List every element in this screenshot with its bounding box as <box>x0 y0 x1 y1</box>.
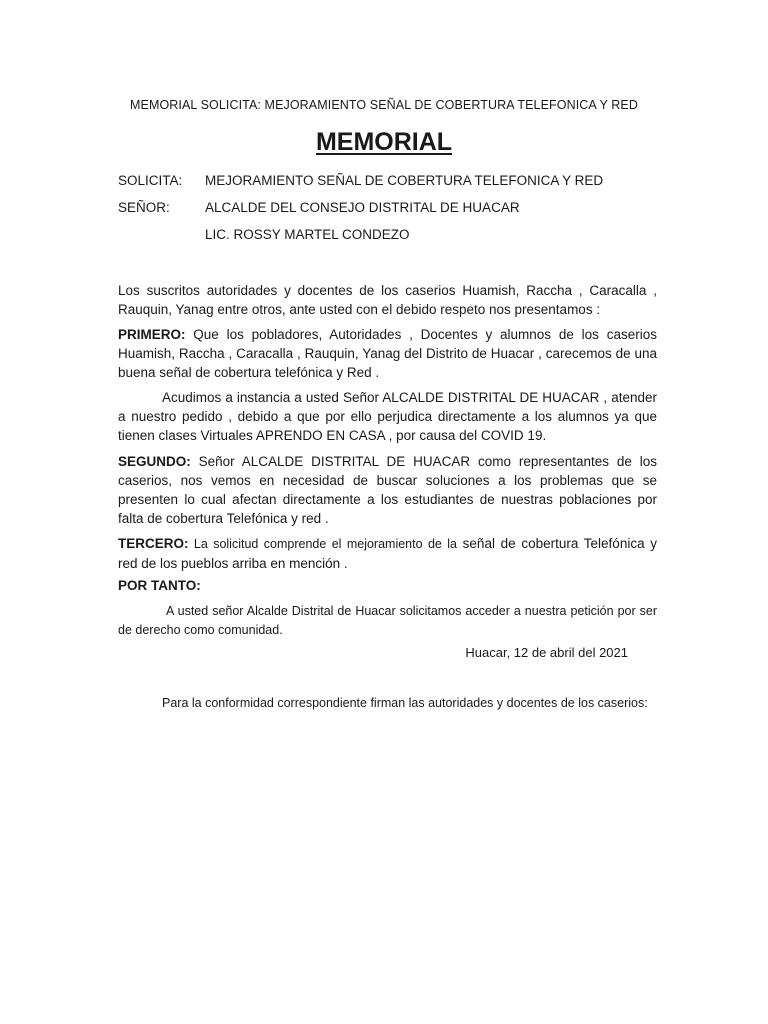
tercero-text-b: señal de cobertura Telefónica y red de los pueblos arriba en mención . <box>118 536 658 571</box>
primero-label: PRIMERO: <box>118 327 186 342</box>
intro-paragraph: Los suscritos autoridades y docentes de los caserios Huamish, Raccha , Caracalla , Rauquin, Yanag entre otros, ante usted con el debido respeto nos presentamos : <box>118 283 657 317</box>
solicitamos-paragraph: A usted señor Alcalde Distrital de Huacar solicitamos acceder a nuestra petición por ser de derecho como comunidad. <box>118 604 657 637</box>
solicita-row <box>118 173 658 191</box>
page-title: MEMORIAL <box>315 128 453 156</box>
primero-text: Que los pobladores, Autoridades , Docentes y alumnos de los caserios Huamish, Raccha , Caracalla , Rauquin, Yanag del Distrito de Huacar , carecemos de una buena señal de cobertura telefónica y Red . <box>118 327 657 380</box>
senor-label: SEÑOR: <box>118 200 170 215</box>
tercero-paragraph <box>118 534 657 573</box>
acudimos-paragraph: Acudimos a instancia a usted Señor ALCALDE DISTRITAL DE HUACAR , atender a nuestro pedido , debido a que por ello perjudica directamente a los alumnos ya que tienen clases Virtuales APRENDO EN CASA , por causa del COVID 19. <box>118 390 657 443</box>
senor-name: LIC. ROSSY MARTEL CONDEZO <box>205 227 410 242</box>
header-line: MEMORIAL SOLICITA: MEJORAMIENTO SEÑAL DE COBERTURA TELEFONICA Y RED <box>130 98 638 112</box>
segundo-text: Señor ALCALDE DISTRITAL DE HUACAR como representantes de los caserios, nos vemos en necesidad de buscar soluciones a los problemas que se presenten lo cual afectan directamente a los estudiantes de nuestras poblaciones por falta de cobertura Telefónica y red . <box>118 454 657 526</box>
tercero-label: TERCERO: <box>118 536 189 551</box>
senor-row <box>118 200 658 218</box>
solicita-value: MEJORAMIENTO SEÑAL DE COBERTURA TELEFONICA Y RED <box>205 173 604 188</box>
senor-name-row <box>118 227 658 245</box>
segundo-paragraph <box>118 452 657 528</box>
tercero-text-a: La solicitud comprende el mejoramiento de la <box>188 537 457 551</box>
solicita-label: SOLICITA: <box>118 173 183 188</box>
senor-value: ALCALDE DEL CONSEJO DISTRITAL DE HUACAR <box>205 200 520 215</box>
segundo-label: SEGUNDO: <box>118 454 191 469</box>
por-tanto-heading: POR TANTO: <box>118 578 201 593</box>
date-line: Huacar, 12 de abril del 2021 <box>465 645 628 660</box>
conformidad-paragraph: Para la conformidad correspondiente firman las autoridades y docentes de los caserios: <box>162 696 648 710</box>
primero-paragraph <box>118 325 657 382</box>
